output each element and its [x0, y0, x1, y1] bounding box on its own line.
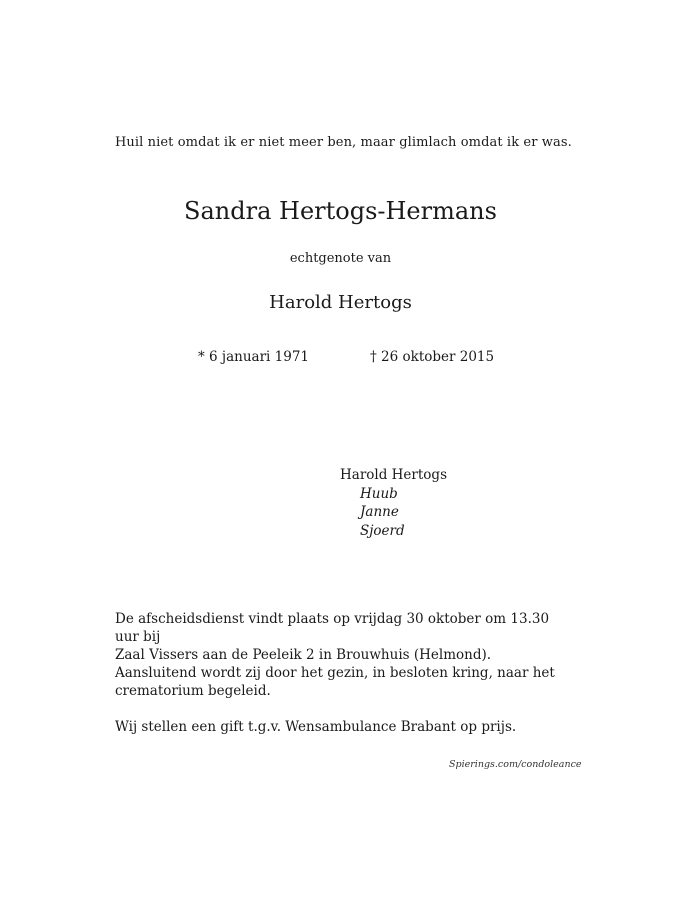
service-line: Zaal Vissers aan de Peeleik 2 in Brouwhuis (Helmond).: [115, 647, 492, 663]
service-info: [115, 610, 575, 736]
service-line: Aansluitend wordt zij door het gezin, in besloten kring, naar het: [115, 665, 555, 681]
gift-note: Wij stellen een gift t.g.v. Wensambulance Brabant op prijs.: [115, 719, 517, 735]
birth-date: * 6 januari 1971: [198, 349, 310, 365]
family-child: Janne: [360, 504, 399, 520]
service-line: crematorium begeleid.: [115, 683, 271, 699]
deceased-name: Sandra Hertogs-Hermans: [184, 197, 497, 225]
condolence-link[interactable]: Spierings.com/condoleance: [449, 759, 582, 770]
service-line: De afscheidsdienst vindt plaats op vrijdag 30 oktober om 13.30 uur bij: [115, 611, 550, 645]
family-list: [340, 466, 447, 540]
relation-text: echtgenote van: [289, 251, 392, 266]
family-child: Sjoerd: [360, 522, 405, 539]
spouse-name: Harold Hertogs: [269, 292, 412, 313]
opening-quote: Huil niet omdat ik er niet meer ben, maar glimlach omdat ik er was.: [115, 135, 572, 150]
death-date: † 26 oktober 2015: [370, 349, 495, 365]
family-child: Huub: [360, 485, 398, 502]
family-head: Harold Hertogs: [340, 467, 447, 483]
